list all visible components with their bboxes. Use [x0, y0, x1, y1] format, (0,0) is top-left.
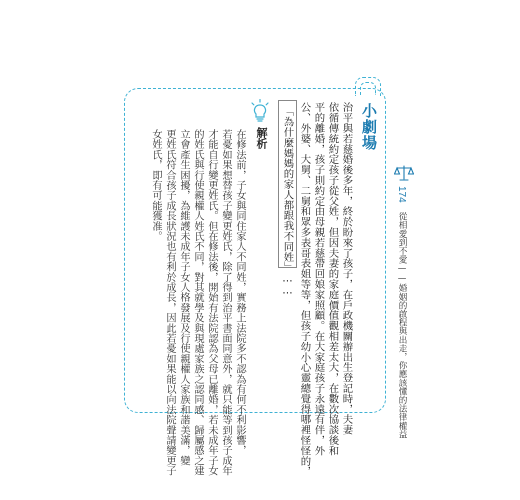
scale-icon	[394, 165, 414, 181]
analysis-title: 解析	[255, 127, 268, 149]
page-number: 174	[396, 186, 407, 203]
analysis-line-7: 女姓氏，即有可能獲准。	[150, 129, 161, 242]
chapter-title: 從相愛到不愛——婚姻的啟程與出走，你應該懂的法律權益	[397, 212, 407, 439]
quote-text: 「為什麼媽媽的家人都跟我不同姓」……	[281, 106, 294, 297]
analysis-line-4: 的姓氏與行使親權人姓氏不同，對其就學及與現處家族之認同感、歸屬感之建	[192, 129, 203, 476]
lightbulb-icon	[250, 99, 270, 123]
story-line-4: 公、外婆、大舅、二舅和眾多表哥表姐等等，但孩子幼小心靈總覺得哪裡怪怪的，	[298, 102, 311, 477]
story-line-2: 依循傳統約定孩子從父姓，但因夫妻的家庭價值觀相差太大，在數次協談後和	[326, 102, 339, 456]
analysis-line-2: 若憂如果想替孩子變更姓氏，除了得到治平書面同意外，就只能等到孩子成年	[220, 129, 231, 476]
analysis-line-3: 才能自行變更姓氏。但在修法後，開始有法院認為父母已離婚，若未成年子女	[206, 129, 217, 476]
analysis-line-1: 在修法前，子女與同住家人不同姓，實務上法院多不認為有何不利影響，	[234, 129, 245, 456]
section-title: 小劇場	[360, 103, 378, 151]
analysis-line-5: 立會產生困擾，為維護未成年子女人格發展及行使親權人家族和諧美滿，變	[178, 129, 189, 466]
story-line-3: 平的離婚，孩子則約定由母親若慈帶回娘家照顧。在大家庭孩子永遠有伴，外	[312, 102, 325, 456]
story-line-1: 治平與若慈婚後多年，終於盼來了孩子，在戶政機關辦出生登記時，夫妻	[340, 102, 353, 435]
analysis-line-6: 更姓氏符合孩子成長狀況也有利於成長，因此若憂如果能以向法院聲請變更子	[164, 129, 175, 476]
